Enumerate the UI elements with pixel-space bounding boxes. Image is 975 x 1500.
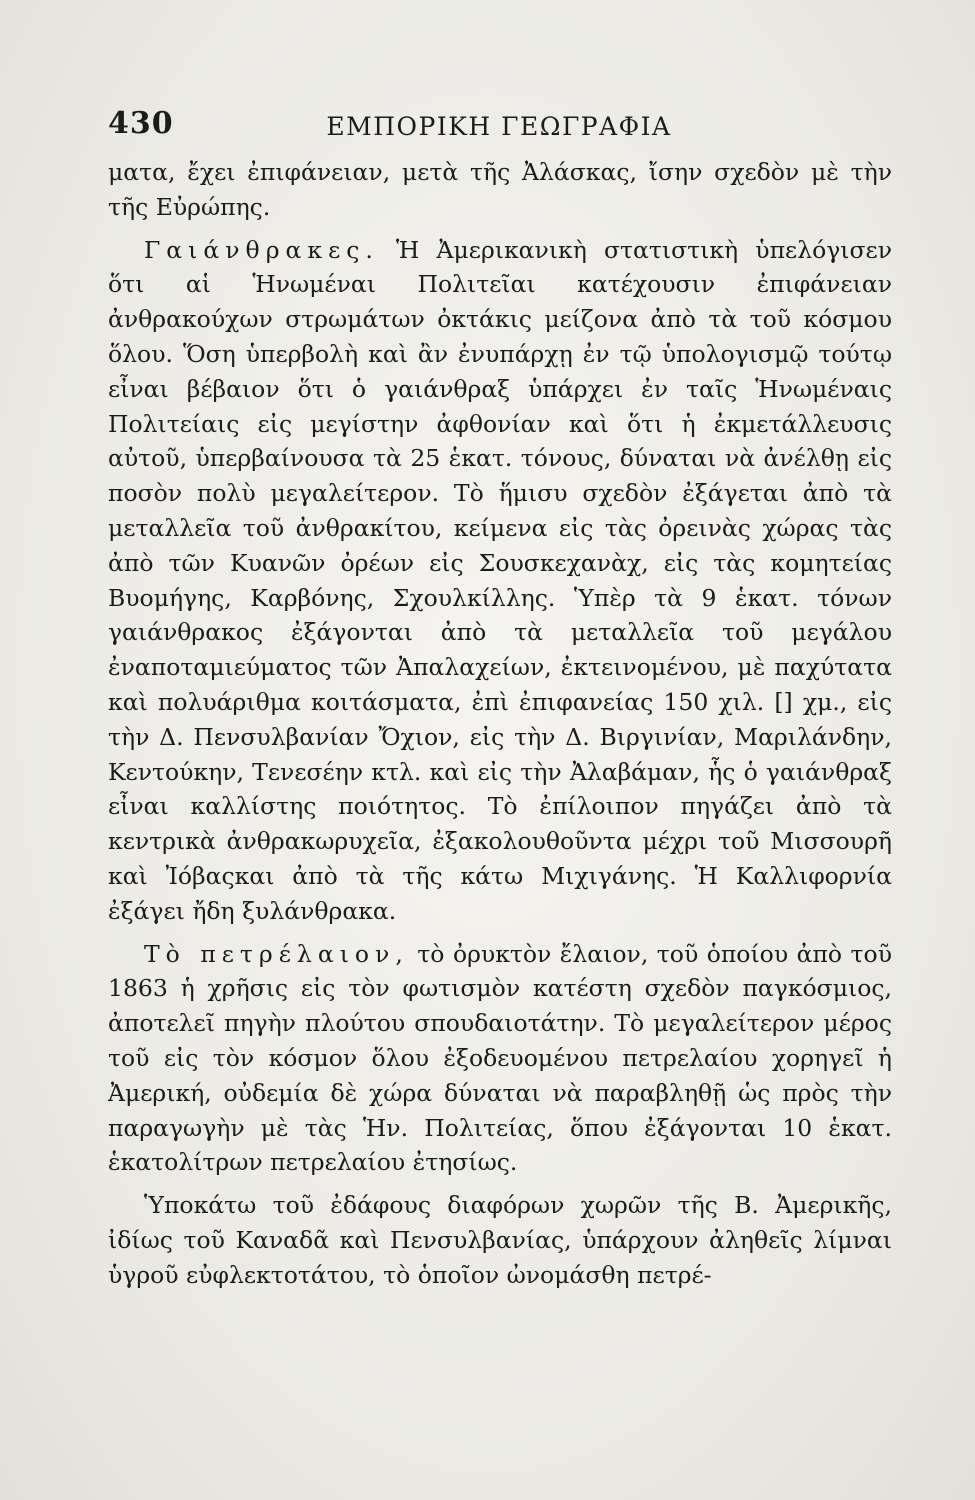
body-text: [108, 155, 892, 1293]
page-header: [108, 106, 890, 146]
section-heading-petroleum: Τὸ πετρέλαιον,: [144, 939, 409, 968]
paragraph-text: τὸ ὀρυκτὸν ἔλαιον, τοῦ ὁποίου ἀπὸ τοῦ 1863 ἡ χρῆσις εἰς τὸν φωτισμὸν κατέστη σχεδὸν παγκόσμιος, ἀποτελεῖ πηγὴν πλούτου σπουδαιοτάτην. Τὸ μεγαλείτερον μέρος τοῦ εἰς τὸν κόσμον ὅλου ἐξοδευομένου πετρελαίου χορηγεῖ ἡ Ἀμερική, οὐδεμία δὲ χώρα δύναται νὰ παραβληθῇ ὡς πρὸς τὴν παραγωγὴν μὲ τὰς Ἡν. Πολιτείας, ὅπου ἐξάγονται 10 ἑκατ. ἑκατολίτρων πετρελαίου ἐτησίως.: [108, 939, 892, 1177]
paragraph-text: Ἡ Ἀμερικανικὴ στατιστικὴ ὑπελόγισεν ὅτι αἱ Ἡνωμέναι Πολιτεῖαι κατέχουσιν ἐπιφάνειαν ἀνθρακούχων στρωμάτων ὀκτάκις μείζονα ἀπὸ τὰ τοῦ κόσμου ὅλου. Ὅση ὑπερβολὴ καὶ ἂν ἐνυπάρχῃ ἐν τῷ ὑπολογισμῷ τούτῳ εἶναι βέβαιον ὅτι ὁ γαιάνθραξ ὑπάρχει ἐν ταῖς Ἡνωμέναις Πολιτείαις εἰς μεγίστην ἀφθονίαν καὶ ὅτι ἡ ἐκμετάλλευσις αὐτοῦ, ὑπερβαίνουσα τὰ 25 ἑκατ. τόνους, δύναται νὰ ἀνέλθῃ εἰς ποσὸν πολὺ μεγαλείτερον. Τὸ ἥμισυ σχεδὸν ἐξάγεται ἀπὸ τὰ μεταλλεῖα τοῦ ἀνθρακίτου, κείμενα εἰς τὰς ὀρεινὰς χώρας τὰς ἀπὸ τῶν Κυανῶν ὀρέων εἰς Σουσκεχανὰχ, εἰς τὰς κομητείας Βυομήγης, Καρβόνης, Σχουλκίλλης. Ὑπὲρ τὰ 9 ἑκατ. τόνων γαιάνθρακος ἐξάγονται ἀπὸ τὰ μεταλλεῖα τοῦ μεγάλου ἐναποταμιεύματος τῶν Ἀπαλαχείων, ἐκτεινομένου, μὲ παχύτατα καὶ πολυάριθμα κοιτάσματα, ἐπὶ ἐπιφανείας 150 χιλ. [] χμ., εἰς τὴν Δ. Πενσυλβανίαν Ὄχιον, εἰς τὴν Δ. Βιργινίαν, Μαριλάνδην, Κεντούκην, Τενεσέην κτλ. καὶ εἰς τὴν Ἀλαβάμαν, ἧς ὁ γαιάνθραξ εἶναι καλλίστης ποιότητος. Τὸ ἐπίλοιπον πηγάζει ἀπὸ τὰ κεντρικὰ ἀνθρακωρυχεῖα, ἐξακολουθοῦντα μέχρι τοῦ Μισσουρῆ καὶ Ἰόβαςκαι ἀπὸ τὰ τῆς κάτω Μιχιγάνης. Ἡ Καλλιφορνία ἐξάγει ἤδη ξυλάνθρακα.: [108, 235, 892, 925]
paragraph-continuation: [108, 155, 892, 225]
paragraph-petroleum: [108, 937, 892, 1181]
page-number: 430: [108, 106, 174, 141]
paragraph-oil-lakes: [108, 1188, 892, 1292]
paragraph-coal: [108, 233, 892, 929]
running-title: ΕΜΠΟΡΙΚΗ ΓΕΩΓΡΑΦΙΑ: [326, 112, 672, 141]
section-heading-coal: Γαιάνθρακες.: [144, 235, 379, 264]
paragraph-text: Ὑποκάτω τοῦ ἐδάφους διαφόρων χωρῶν τῆς Β. Ἀμερικῆς, ἰδίως τοῦ Καναδᾶ καὶ Πενσυλβανίας, ὑπάρχουν ἀληθεῖς λίμναι ὑγροῦ εὐφλεκτοτάτου, τὸ ὁποῖον ὠνομάσθη πετρέ-: [108, 1191, 892, 1289]
paragraph-text: ματα, ἔχει ἐπιφάνειαν, μετὰ τῆς Ἀλάσκας, ἴσην σχεδὸν μὲ τὴν τῆς Εὐρώπης.: [108, 158, 892, 221]
